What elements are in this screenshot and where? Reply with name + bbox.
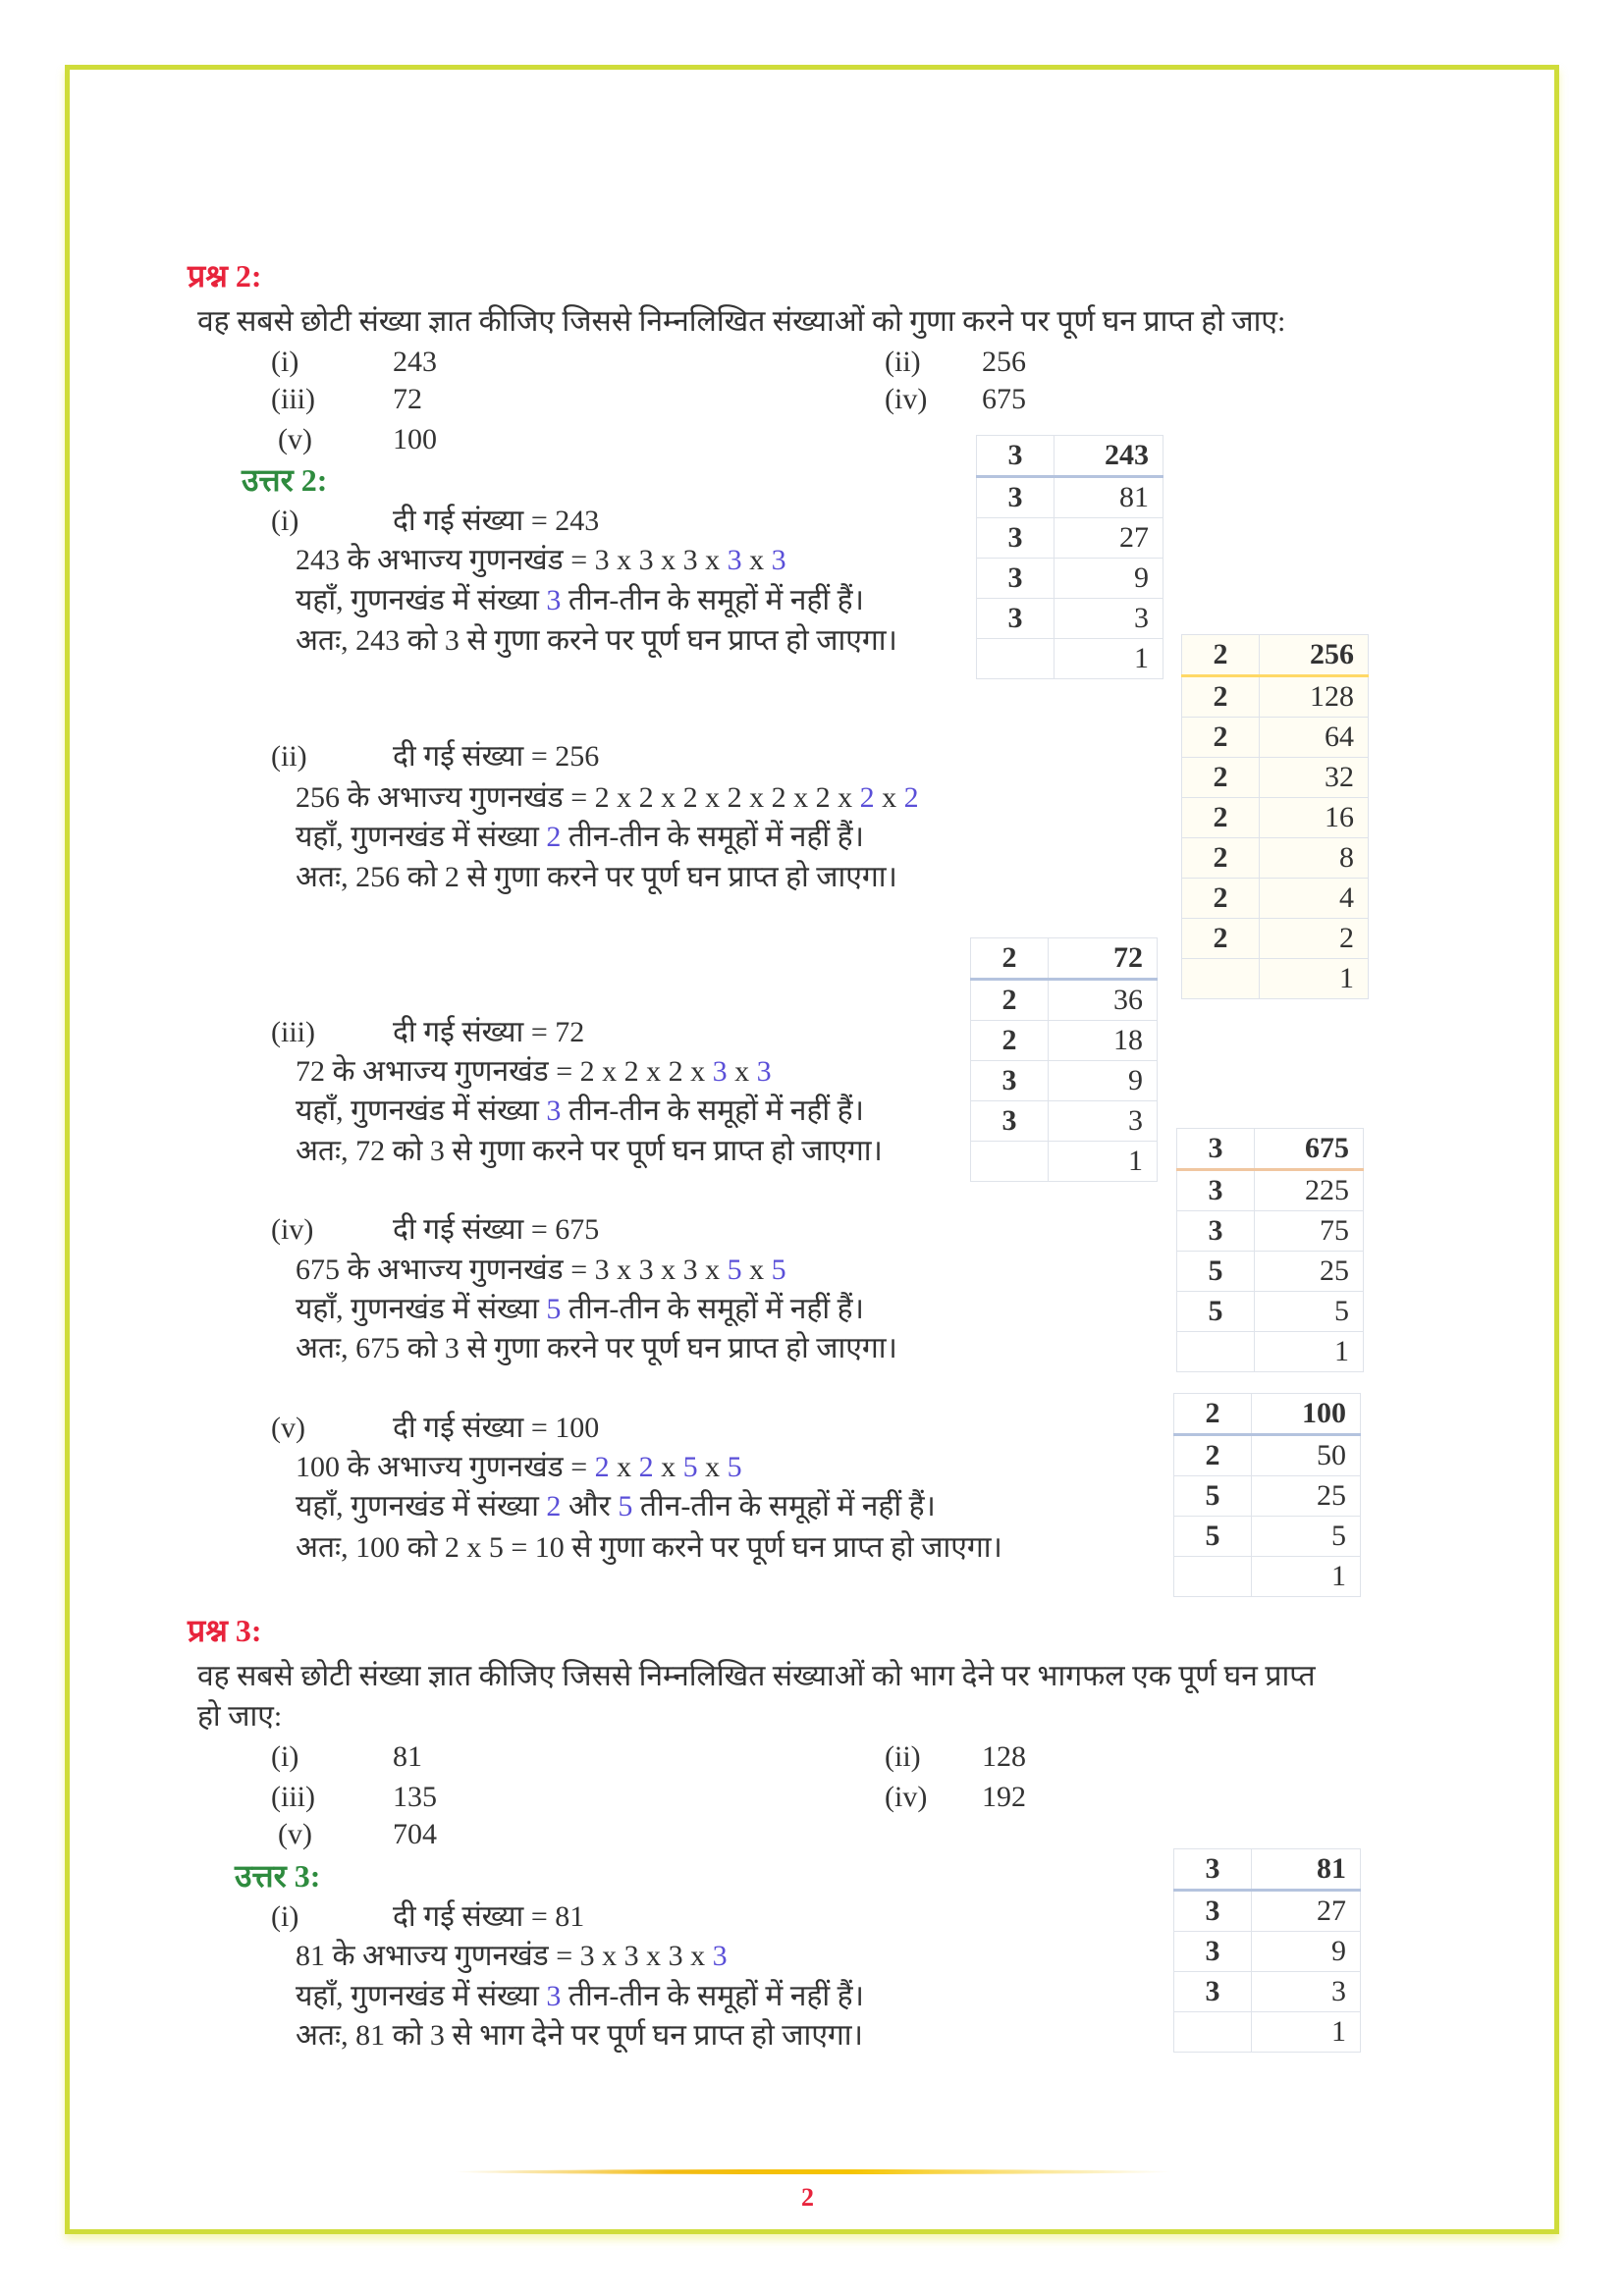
divisor-cell: 2 [1182, 718, 1260, 758]
table-row [1182, 959, 1369, 999]
divisor-cell [1174, 1557, 1252, 1597]
table-row [1177, 1252, 1364, 1292]
table-row [1182, 758, 1369, 798]
item-value: 243 [393, 346, 437, 378]
highlighted-factor: 2 [546, 1490, 562, 1522]
table-row [1182, 676, 1369, 718]
table-row [1174, 1517, 1361, 1557]
highlighted-factor: 2 [859, 781, 875, 814]
factorization-table-256 [1181, 634, 1369, 999]
quotient-cell: 1 [1049, 1142, 1158, 1182]
quotient-cell: 5 [1255, 1292, 1364, 1332]
part-label: (iii) [271, 1016, 315, 1048]
given-number: दी गई संख्या = 72 [393, 1016, 585, 1048]
divisor-cell: 2 [971, 1021, 1049, 1061]
given-number: दी गई संख्या = 675 [393, 1213, 600, 1246]
table-row [971, 1101, 1158, 1142]
page-number: 2 [801, 2183, 814, 2212]
highlighted-factor: 5 [771, 1254, 786, 1286]
given-number: दी गई संख्या = 81 [393, 1900, 585, 1933]
quotient-cell: 25 [1255, 1252, 1364, 1292]
item-label: (i) [271, 346, 299, 378]
text-segment: 100 के अभाज्य गुणनखंड = [296, 1451, 595, 1483]
table-row [1177, 1211, 1364, 1252]
highlighted-factor: 5 [682, 1451, 698, 1483]
highlighted-factor: 2 [546, 821, 562, 853]
factorization-table-72 [970, 937, 1158, 1182]
highlighted-factor: 2 [638, 1451, 654, 1483]
item-value: 192 [982, 1781, 1026, 1813]
divisor-cell: 3 [971, 1101, 1049, 1142]
quotient-cell: 3 [1049, 1101, 1158, 1142]
item-value: 675 [982, 383, 1026, 415]
divisor-cell: 3 [977, 599, 1055, 639]
solution-line [296, 1134, 883, 1169]
table-row [1182, 798, 1369, 838]
highlighted-factor: 3 [756, 1055, 772, 1088]
question-text: हो जाए: [197, 1700, 283, 1733]
text-segment: यहाँ, गुणनखंड में संख्या [296, 1490, 547, 1522]
quotient-cell: 1 [1055, 639, 1163, 679]
solution-line [296, 1253, 786, 1288]
highlighted-factor: 2 [594, 1451, 610, 1483]
text-segment: 72 के अभाज्य गुणनखंड = 2 x 2 x 2 x [296, 1055, 713, 1088]
table-row [1174, 1435, 1361, 1476]
text-segment: x [727, 1055, 757, 1088]
table-row [1182, 879, 1369, 919]
table-row [1177, 1170, 1364, 1211]
text-segment: x [874, 781, 904, 814]
table-row [977, 518, 1163, 559]
divisor-cell: 3 [1177, 1211, 1255, 1252]
divisor-cell: 2 [1174, 1394, 1252, 1435]
divisor-cell: 2 [1182, 838, 1260, 879]
quotient-cell: 32 [1260, 758, 1369, 798]
quotient-cell: 225 [1255, 1170, 1364, 1211]
question-text: वह सबसे छोटी संख्या ज्ञात कीजिए जिससे निम्नलिखित संख्याओं को गुणा करने पर पूर्ण घन प्राप्त हो जाए: [197, 305, 1286, 338]
text-segment: तीन-तीन के समूहों में नहीं हैं। [632, 1490, 936, 1522]
table-row [1174, 1891, 1361, 1932]
quotient-cell: 1 [1252, 1557, 1361, 1597]
table-header-row [971, 938, 1158, 980]
quotient-cell: 72 [1049, 938, 1158, 980]
item-label: (ii) [885, 346, 921, 378]
divisor-cell: 2 [1174, 1435, 1252, 1476]
divisor-cell: 2 [1182, 798, 1260, 838]
solution-line [296, 1939, 728, 1974]
text-segment: यहाँ, गुणनखंड में संख्या [296, 1293, 547, 1325]
quotient-cell: 81 [1252, 1849, 1361, 1891]
solution-line [296, 1530, 1002, 1566]
item-value: 256 [982, 346, 1026, 378]
table-header-row [1177, 1129, 1364, 1170]
text-segment: यहाँ, गुणनखंड में संख्या [296, 1980, 547, 2012]
item-label: (v) [278, 423, 312, 455]
quotient-cell: 1 [1252, 2012, 1361, 2053]
solution-line [296, 1094, 864, 1129]
factorization-table-243 [976, 435, 1163, 679]
item-label: (i) [271, 1740, 299, 1773]
solution-line [296, 780, 919, 816]
highlighted-factor: 3 [712, 1055, 728, 1088]
highlighted-factor: 3 [712, 1940, 728, 1972]
quotient-cell: 5 [1252, 1517, 1361, 1557]
table-header-row [1182, 635, 1369, 676]
quotient-cell: 64 [1260, 718, 1369, 758]
part-label: (iv) [271, 1213, 314, 1246]
given-number: दी गई संख्या = 243 [393, 505, 600, 537]
solution-line [296, 820, 864, 855]
table-row [1174, 2012, 1361, 2053]
divisor-cell: 2 [1182, 879, 1260, 919]
solution-line [296, 1331, 897, 1366]
text-segment: अतः, 72 को 3 से गुणा करने पर पूर्ण घन प्राप्त हो जाएगा। [296, 1135, 883, 1167]
item-value: 72 [393, 383, 422, 415]
divisor-cell [1174, 2012, 1252, 2053]
text-segment: x [609, 1451, 639, 1483]
divisor-cell: 3 [1174, 1932, 1252, 1972]
text-segment: और [561, 1490, 619, 1522]
table-row [977, 639, 1163, 679]
question-text: वह सबसे छोटी संख्या ज्ञात कीजिए जिससे निम्नलिखित संख्याओं को भाग देने पर भागफल एक पूर्ण घन प्राप्त [197, 1660, 1316, 1692]
highlighted-factor: 2 [903, 781, 919, 814]
quotient-cell: 8 [1260, 838, 1369, 879]
item-value: 704 [393, 1818, 437, 1850]
divisor-cell: 3 [971, 1061, 1049, 1101]
highlighted-factor: 3 [546, 1095, 562, 1127]
quotient-cell: 9 [1055, 559, 1163, 599]
item-value: 135 [393, 1781, 437, 1813]
table-row [1182, 919, 1369, 959]
quotient-cell: 1 [1255, 1332, 1364, 1372]
quotient-cell: 27 [1252, 1891, 1361, 1932]
divisor-cell: 2 [1182, 919, 1260, 959]
factorization-table-100 [1173, 1393, 1361, 1597]
table-row [1177, 1292, 1364, 1332]
divisor-cell: 2 [971, 980, 1049, 1021]
part-label: (i) [271, 1900, 299, 1933]
divisor-cell: 2 [1182, 758, 1260, 798]
quotient-cell: 9 [1049, 1061, 1158, 1101]
table-row [977, 599, 1163, 639]
divisor-cell: 5 [1174, 1476, 1252, 1517]
divisor-cell: 3 [1177, 1170, 1255, 1211]
quotient-cell: 675 [1255, 1129, 1364, 1170]
solution-line [296, 2018, 863, 2054]
text-segment: x [741, 544, 772, 576]
divisor-cell: 3 [977, 436, 1055, 477]
solution-line [296, 583, 864, 618]
solution-line [296, 1054, 772, 1090]
table-row [971, 1021, 1158, 1061]
quotient-cell: 243 [1055, 436, 1163, 477]
divisor-cell: 3 [1174, 1972, 1252, 2012]
divisor-cell [1177, 1332, 1255, 1372]
item-label: (iv) [885, 383, 928, 415]
table-row [977, 559, 1163, 599]
text-segment: तीन-तीन के समूहों में नहीं हैं। [561, 584, 864, 616]
question-title: प्रश्न 3: [188, 1613, 262, 1648]
solution-line [296, 543, 786, 578]
highlighted-factor: 3 [771, 544, 786, 576]
item-value: 128 [982, 1740, 1026, 1773]
part-label: (ii) [271, 740, 307, 773]
divisor-cell: 5 [1177, 1252, 1255, 1292]
divisor-cell: 2 [971, 938, 1049, 980]
divisor-cell [971, 1142, 1049, 1182]
quotient-cell: 2 [1260, 919, 1369, 959]
text-segment: तीन-तीन के समूहों में नहीं हैं। [561, 821, 864, 853]
quotient-cell: 4 [1260, 879, 1369, 919]
quotient-cell: 256 [1260, 635, 1369, 676]
solution-line [296, 1292, 864, 1327]
text-segment: 81 के अभाज्य गुणनखंड = 3 x 3 x 3 x [296, 1940, 713, 1972]
table-header-row [977, 436, 1163, 477]
quotient-cell: 81 [1055, 477, 1163, 518]
divisor-cell: 3 [1174, 1891, 1252, 1932]
table-row [1182, 718, 1369, 758]
divisor-cell [977, 639, 1055, 679]
highlighted-factor: 5 [727, 1451, 742, 1483]
table-row [1174, 1557, 1361, 1597]
solution-line [296, 623, 897, 659]
text-segment: यहाँ, गुणनखंड में संख्या [296, 584, 547, 616]
item-label: (iv) [885, 1781, 928, 1813]
table-row [971, 1142, 1158, 1182]
text-segment: 256 के अभाज्य गुणनखंड = 2 x 2 x 2 x 2 x 2 x 2 x [296, 781, 860, 814]
quotient-cell: 25 [1252, 1476, 1361, 1517]
text-segment: तीन-तीन के समूहों में नहीं हैं। [561, 1980, 864, 2012]
divisor-cell: 3 [977, 518, 1055, 559]
text-segment: अतः, 243 को 3 से गुणा करने पर पूर्ण घन प्राप्त हो जाएगा। [296, 624, 897, 657]
divisor-cell: 3 [1174, 1849, 1252, 1891]
part-label: (i) [271, 505, 299, 537]
divisor-cell: 2 [1182, 676, 1260, 718]
quotient-cell: 75 [1255, 1211, 1364, 1252]
quotient-cell: 3 [1055, 599, 1163, 639]
quotient-cell: 9 [1252, 1932, 1361, 1972]
quotient-cell: 16 [1260, 798, 1369, 838]
footer-divider [454, 2169, 1172, 2174]
quotient-cell: 100 [1252, 1394, 1361, 1435]
highlighted-factor: 5 [727, 1254, 742, 1286]
quotient-cell: 27 [1055, 518, 1163, 559]
divisor-cell: 5 [1174, 1517, 1252, 1557]
answer-title: उत्तर 2: [242, 462, 328, 498]
quotient-cell: 36 [1049, 980, 1158, 1021]
item-label: (v) [278, 1818, 312, 1850]
text-segment: अतः, 675 को 3 से गुणा करने पर पूर्ण घन प्राप्त हो जाएगा। [296, 1332, 897, 1364]
text-segment: x [741, 1254, 772, 1286]
answer-title: उत्तर 3: [235, 1858, 321, 1894]
text-segment: 243 के अभाज्य गुणनखंड = 3 x 3 x 3 x [296, 544, 728, 576]
item-value: 100 [393, 423, 437, 455]
text-segment: यहाँ, गुणनखंड में संख्या [296, 1095, 547, 1127]
text-segment: यहाँ, गुणनखंड में संख्या [296, 821, 547, 853]
table-row [1177, 1332, 1364, 1372]
solution-line [296, 860, 897, 895]
table-row [1174, 1972, 1361, 2012]
part-label: (v) [271, 1412, 305, 1444]
divisor-cell: 3 [977, 477, 1055, 518]
quotient-cell: 50 [1252, 1435, 1361, 1476]
table-row [971, 1061, 1158, 1101]
item-value: 81 [393, 1740, 422, 1773]
divisor-cell: 3 [1177, 1129, 1255, 1170]
table-header-row [1174, 1849, 1361, 1891]
table-row [977, 477, 1163, 518]
highlighted-factor: 5 [546, 1293, 562, 1325]
item-label: (iii) [271, 1781, 315, 1813]
given-number: दी गई संख्या = 100 [393, 1412, 600, 1444]
table-row [1182, 838, 1369, 879]
text-segment: तीन-तीन के समूहों में नहीं हैं। [561, 1293, 864, 1325]
table-row [1174, 1932, 1361, 1972]
solution-line [296, 1979, 864, 2014]
table-row [971, 980, 1158, 1021]
item-label: (iii) [271, 383, 315, 415]
factorization-table-675 [1176, 1128, 1364, 1372]
quotient-cell: 1 [1260, 959, 1369, 999]
given-number: दी गई संख्या = 256 [393, 740, 600, 773]
highlighted-factor: 3 [546, 1980, 562, 2012]
quotient-cell: 128 [1260, 676, 1369, 718]
item-label: (ii) [885, 1740, 921, 1773]
table-row [1174, 1476, 1361, 1517]
factorization-table-81 [1173, 1848, 1361, 2053]
divisor-cell: 2 [1182, 635, 1260, 676]
solution-line [296, 1450, 742, 1485]
text-segment: अतः, 100 को 2 x 5 = 10 से गुणा करने पर पूर्ण घन प्राप्त हो जाएगा। [296, 1531, 1002, 1564]
highlighted-factor: 3 [727, 544, 742, 576]
divisor-cell: 3 [977, 559, 1055, 599]
quotient-cell: 3 [1252, 1972, 1361, 2012]
text-segment: तीन-तीन के समूहों में नहीं हैं। [561, 1095, 864, 1127]
question-title: प्रश्न 2: [188, 258, 262, 294]
highlighted-factor: 3 [546, 584, 562, 616]
highlighted-factor: 5 [618, 1490, 633, 1522]
text-segment: 675 के अभाज्य गुणनखंड = 3 x 3 x 3 x [296, 1254, 728, 1286]
table-header-row [1174, 1394, 1361, 1435]
divisor-cell [1182, 959, 1260, 999]
quotient-cell: 18 [1049, 1021, 1158, 1061]
text-segment: x [697, 1451, 728, 1483]
divisor-cell: 5 [1177, 1292, 1255, 1332]
text-segment: अतः, 256 को 2 से गुणा करने पर पूर्ण घन प्राप्त हो जाएगा। [296, 861, 897, 893]
solution-line [296, 1489, 936, 1524]
text-segment: x [653, 1451, 683, 1483]
text-segment: अतः, 81 को 3 से भाग देने पर पूर्ण घन प्राप्त हो जाएगा। [296, 2019, 863, 2052]
